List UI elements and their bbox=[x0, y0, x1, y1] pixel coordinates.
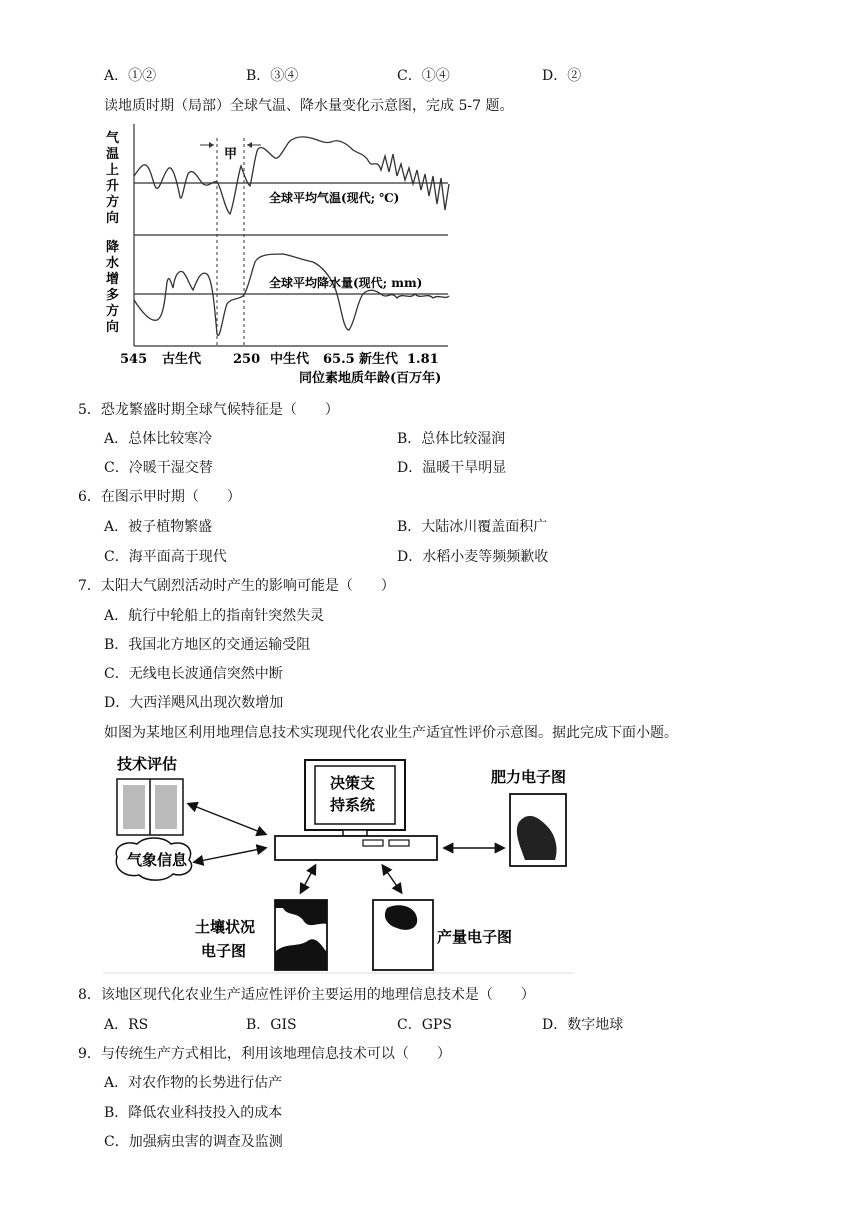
axis-title: 同位素地质年龄(百万年) bbox=[299, 371, 442, 386]
q9-option-b: B．降低农业科技投入的成本 bbox=[104, 1105, 283, 1121]
q6-option-c: C．海平面高于现代 bbox=[104, 549, 227, 565]
fertility-map-label: 肥力电子图 bbox=[491, 768, 567, 786]
intro-paragraph-1: 读地质时期（局部）全球气温、降水量变化示意图，完成 5-7 题。 bbox=[104, 98, 514, 114]
dss-label-line1: 决策支 bbox=[330, 774, 376, 792]
gis-diagram bbox=[103, 752, 574, 974]
y-label-bottom-4: 方 bbox=[106, 304, 120, 319]
q8-option-c: C．GPS bbox=[397, 1017, 452, 1033]
fertility-map-icon bbox=[510, 794, 566, 866]
y-label-bottom-3: 多 bbox=[106, 288, 120, 303]
y-label-bottom-0: 降 bbox=[106, 240, 120, 255]
tick-545: 545 bbox=[120, 352, 148, 367]
yield-map-icon bbox=[373, 900, 433, 970]
climate-figure bbox=[103, 124, 453, 388]
q4-option-d: D．② bbox=[542, 68, 582, 84]
y-label-top-3: 升 bbox=[106, 179, 120, 194]
tech-eval-label: 技术评估 bbox=[117, 755, 178, 773]
q7-option-d: D．大西洋飓风出现次数增加 bbox=[104, 695, 284, 711]
y-label-top-2: 上 bbox=[106, 163, 120, 178]
q9-option-a: A．对农作物的长势进行估产 bbox=[104, 1075, 283, 1091]
q7-stem: 7．太阳大气剧烈活动时产生的影响可能是（ ） bbox=[78, 578, 395, 594]
tick-250: 250 bbox=[233, 352, 261, 367]
q6-stem: 6．在图示甲时期（ ） bbox=[78, 489, 241, 505]
q5-option-c: C．冷暖干湿交替 bbox=[104, 460, 213, 476]
precip-reference-label: 全球平均降水量(现代; mm) bbox=[269, 276, 423, 290]
era-cenozoic: 新生代 bbox=[359, 352, 399, 367]
yield-map-label: 产量电子图 bbox=[437, 928, 513, 946]
weather-label: 气象信息 bbox=[127, 851, 188, 869]
computer-icon bbox=[275, 760, 437, 860]
soil-map-label-line2: 电子图 bbox=[201, 942, 247, 960]
document-icon bbox=[117, 779, 183, 835]
q4-option-c: C．①④ bbox=[397, 68, 450, 84]
q9-option-c: C．加强病虫害的调查及监测 bbox=[104, 1134, 283, 1150]
q8-stem: 8．该地区现代化农业生产适应性评价主要运用的地理信息技术是（ ） bbox=[78, 987, 535, 1003]
q7-option-b: B．我国北方地区的交通运输受阻 bbox=[104, 637, 311, 653]
temp-reference-label: 全球平均气温(现代; ℃) bbox=[269, 191, 400, 205]
q8-option-a: A．RS bbox=[104, 1017, 149, 1033]
q4-option-b: B．③④ bbox=[246, 68, 299, 84]
soil-map-icon bbox=[275, 900, 327, 970]
q8-option-b: B．GIS bbox=[246, 1017, 297, 1033]
q7-option-c: C．无线电长波通信突然中断 bbox=[104, 666, 283, 682]
q5-stem: 5．恐龙繁盛时期全球气候特征是（ ） bbox=[78, 402, 339, 418]
q7-option-a: A．航行中轮船上的指南针突然失灵 bbox=[104, 608, 325, 624]
q5-option-d: D．温暖干旱明显 bbox=[397, 460, 507, 476]
era-mesozoic: 中生代 bbox=[270, 352, 310, 367]
era-paleozoic: 古生代 bbox=[162, 352, 202, 367]
q6-option-a: A．被子植物繁盛 bbox=[104, 519, 213, 535]
tick-1-81: 1.81 bbox=[407, 352, 439, 367]
dss-label-line2: 持系统 bbox=[330, 796, 376, 814]
q8-option-d: D．数字地球 bbox=[542, 1017, 624, 1033]
tick-65-5: 65.5 bbox=[323, 352, 355, 367]
y-label-bottom-1: 水 bbox=[106, 256, 120, 271]
y-label-top-5: 向 bbox=[106, 211, 120, 226]
soil-map-label-line1: 土壤状况 bbox=[195, 918, 256, 936]
q5-option-a: A．总体比较寒冷 bbox=[104, 431, 213, 447]
q4-option-a: A．①② bbox=[104, 68, 157, 84]
q9-stem: 9．与传统生产方式相比，利用该地理信息技术可以（ ） bbox=[78, 1046, 451, 1062]
y-label-top-0: 气 bbox=[106, 131, 120, 146]
y-label-bottom-2: 增 bbox=[106, 272, 120, 287]
y-label-top-4: 方 bbox=[106, 195, 120, 210]
intro-paragraph-2: 如图为某地区利用地理信息技术实现现代化农业生产适宜性评价示意图。据此完成下面小题。 bbox=[104, 725, 678, 741]
q6-option-d: D．水稻小麦等频频歉收 bbox=[397, 549, 549, 565]
q5-option-b: B．总体比较湿润 bbox=[397, 431, 506, 447]
jia-label: 甲 bbox=[224, 147, 238, 162]
q6-option-b: B．大陆冰川覆盖面积广 bbox=[397, 519, 548, 535]
y-label-top-1: 温 bbox=[106, 147, 120, 162]
y-label-bottom-5: 向 bbox=[106, 320, 120, 335]
